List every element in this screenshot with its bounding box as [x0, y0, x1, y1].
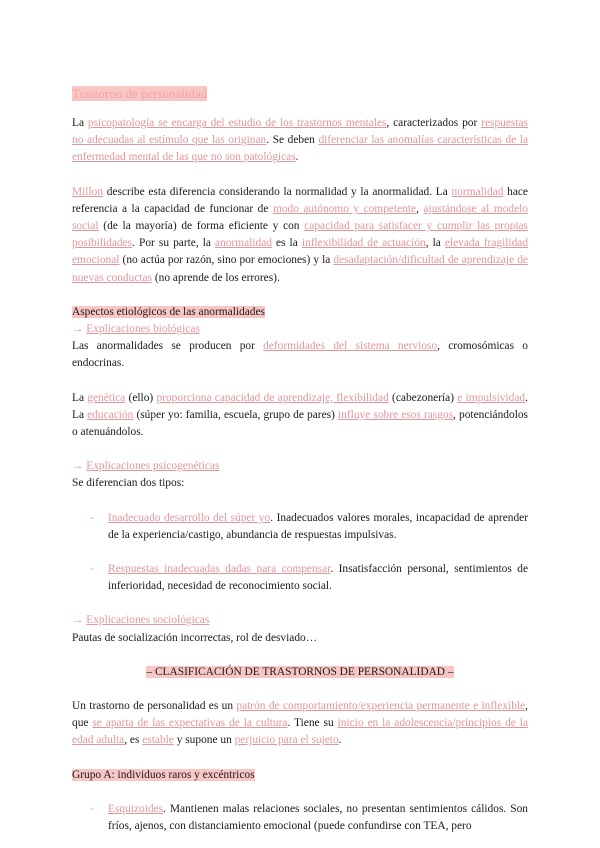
section-heading-grupo-a: Grupo A: individuos raros y excéntricos: [72, 768, 255, 781]
subheading-biologicas: → Explicaciones biológicas: [72, 323, 200, 336]
millon-paragraph: Millon describe esta diferencia considerando la normalidad y la anormalidad. La normalidad hace referencia a la capacidad de funcionar de modo autónomo y competente, ajustándose al modelo social (de la mayoría) de forma eficiente y con capacidad para satisfacer y cumplir las propias posibilidades. Por su parte, la anormalidad es la inflexibilidad de actuación, la elevada fragilidad emocional (no actúa por razón, sino por emociones) y la desadaptación/dificultad de aprendizaje de nuevas conductas (no aprende de los errores).: [72, 185, 529, 284]
list-item: - Esquizoides. Mantienen malas relaciones sociales, no presentan sentimientos cálidos. Son fríos, ajenos, con distanciamiento emocional (puede confundirse con TEA, pero: [90, 802, 528, 833]
list-item: - Respuestas inadecuadas dadas para compensar. Insatisfacción personal, sentimientos de inferioridad, necesidad de reconocimiento social.: [90, 563, 528, 593]
sociologicas-paragraph: Pautas de socialización incorrectas, rol de desviado…: [72, 631, 318, 644]
page-title: Trastorno de personalidad: [72, 86, 208, 101]
document-page: [72, 72, 528, 835]
intro-paragraph: La psicopatología se encarga del estudio de los trastornos mentales, caracterizados por respuestas no adecuadas al estímulo que las originan. Se deben diferenciar las anomalías características de la enfermedad mental de las que no son patológicas.: [72, 117, 528, 164]
section-heading-clasificacion: – CLASIFICACIÓN DE TRASTORNOS DE PERSONALIDAD –: [146, 665, 454, 678]
psicogeneticas-intro: Se diferencian dos tipos:: [72, 477, 185, 490]
section-heading-aspectos: Aspectos etiológicos de las anormalidades: [72, 305, 265, 318]
biologicas-paragraph: Las anormalidades se producen por deformidades del sistema nervioso, cromosómicas o endocrinas.: [72, 340, 528, 370]
clasificacion-paragraph: Un trastorno de personalidad es un patrón de comportamiento/experiencia permanente e inflexible, que se aparta de las expectativas de la cultura. Tiene su inicio en la adolescencia/principios de la edad adulta, es estable y supone un perjuicio para el sujeto.: [72, 700, 529, 747]
subheading-sociologicas: → Explicaciones sociológicas: [72, 614, 210, 627]
genetica-paragraph: La genética (ello) proporciona capacidad de aprendizaje, flexibilidad (cabezonería) e impulsividad. La educación (súper yo: familia, escuela, grupo de pares) influye sobre esos rasgos, potenciándolos o atenuándolos.: [72, 391, 528, 439]
subheading-psicogeneticas: → Explicaciones psicogenéticas: [72, 460, 220, 473]
list-item: - Inadecuado desarrollo del súper yo. Inadecuados valores morales, incapacidad de aprender de la experiencia/castigo, abundancia de respuestas impulsivas.: [90, 511, 528, 541]
